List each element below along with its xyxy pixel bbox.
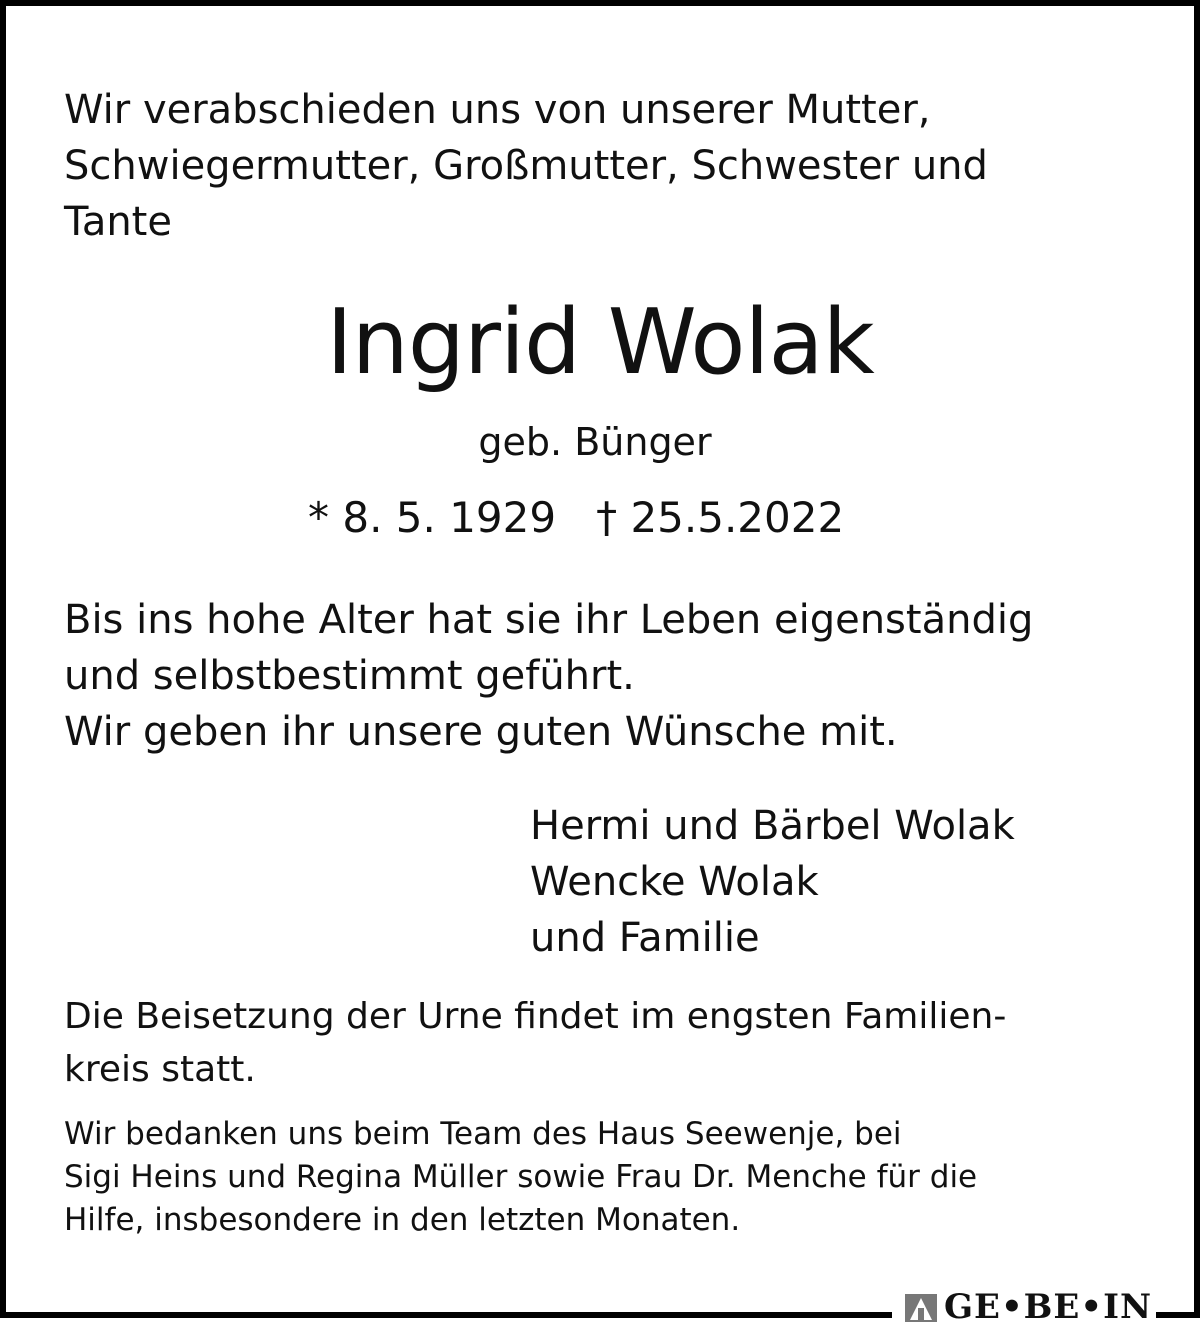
publisher-logo <box>900 1287 1156 1327</box>
signature-line: Wencke Wolak <box>530 859 819 905</box>
message-line: Bis ins hohe Alter hat sie ihr Leben eigenständig <box>64 597 1034 643</box>
intro-line: Wir verabschieden uns von unserer Mutter, <box>64 87 931 133</box>
message-line: und selbstbestimmt geführt. <box>64 653 635 699</box>
thanks-line: Wir bedanken uns beim Team des Haus Seewenje, bei <box>64 1116 902 1152</box>
message-text <box>64 592 1033 760</box>
burial-line: kreis statt. <box>64 1049 256 1090</box>
burial-notice <box>64 990 1006 1096</box>
message-line: Wir geben ihr unsere guten Wünsche mit. <box>64 709 898 755</box>
ad-border-bottom-end <box>1156 1312 1200 1318</box>
signature-line: und Familie <box>530 915 760 961</box>
thanks-line: Sigi Heins und Regina Müller sowie Frau Dr. Menche für die <box>64 1159 978 1195</box>
intro-text <box>64 82 988 250</box>
signature-line: Hermi und Bärbel Wolak <box>530 803 1015 849</box>
ad-border-bottom <box>0 1312 892 1318</box>
intro-line: Schwiegermutter, Großmutter, Schwester und <box>64 143 988 189</box>
life-dates <box>308 488 844 548</box>
publisher-logo-icon <box>904 1293 938 1323</box>
intro-line: Tante <box>64 199 172 245</box>
signatures <box>530 798 1015 966</box>
birth-date: * 8. 5. 1929 <box>308 493 557 542</box>
deceased-name: Ingrid Wolak <box>326 290 874 395</box>
birth-name: geb. Bünger <box>478 420 712 464</box>
death-date: † 25.5.2022 <box>596 493 845 542</box>
publisher-logo-text: GE•BE•IN <box>944 1287 1153 1327</box>
thanks-line: Hilfe, insbesondere in den letzten Monaten. <box>64 1202 741 1238</box>
burial-line: Die Beisetzung der Urne findet im engsten Familien- <box>64 996 1007 1037</box>
thanks-notice <box>64 1113 977 1242</box>
